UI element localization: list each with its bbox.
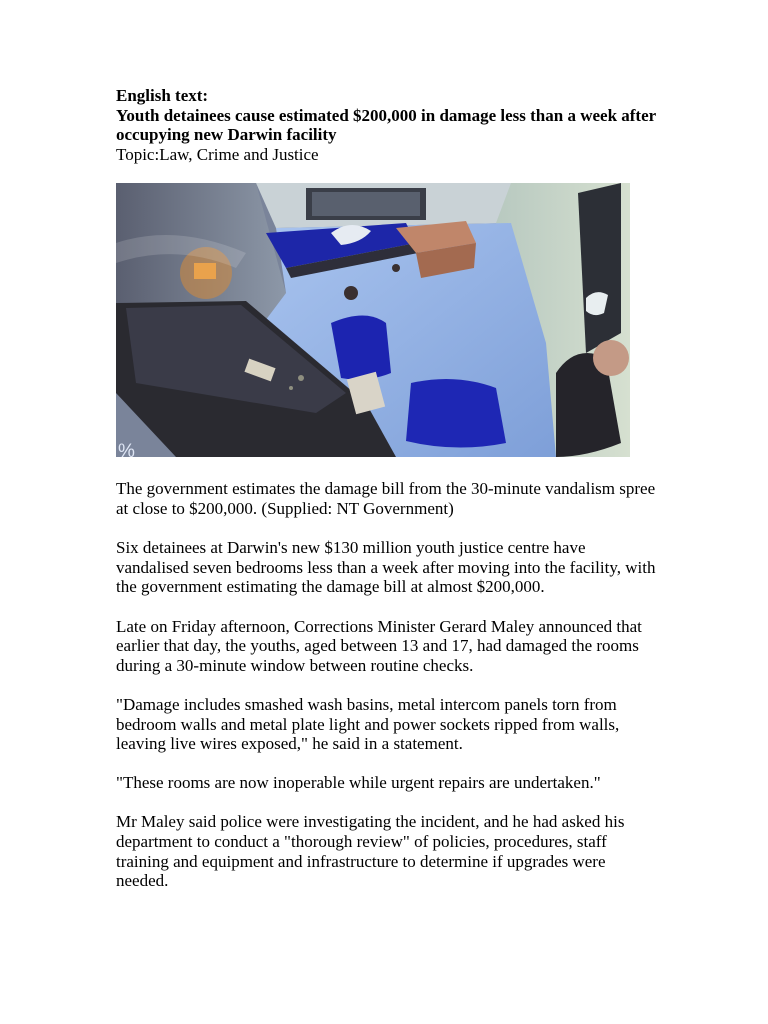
headline: Youth detainees cause estimated $200,000 in damage less than a week after occupying new Darwin facility <box>116 105 656 145</box>
cctv-photo-damaged-room <box>116 183 630 457</box>
paragraph: Late on Friday afternoon, Corrections Minister Gerard Maley announced that earlier that day, the youths, aged between 13 and 17, had damaged the rooms during a 30-minute window between routine checks. <box>116 616 642 675</box>
paragraph: Six detainees at Darwin's new $130 million youth justice centre have vandalised seven bedrooms less than a week after moving into the facility, with the government estimating the damage bill at almost $200,000. <box>116 538 656 597</box>
article <box>116 86 656 891</box>
room-image <box>116 183 630 457</box>
english-text-label: English text: <box>116 86 209 105</box>
paragraph: "Damage includes smashed wash basins, metal intercom panels torn from bedroom walls and metal plate light and power sockets ripped from walls, leaving live wires exposed," he said in a statement. <box>116 694 620 754</box>
paragraph: Mr Maley said police were investigating the incident, and he had asked his department to conduct a "thorough review" of policies, procedures, staff training and equipment and infrastructure to determine if upgrades were needed. <box>116 812 625 891</box>
paragraph: "These rooms are now inoperable while urgent repairs are undertaken." <box>116 773 601 793</box>
image-caption: The government estimates the damage bill from the 30-minute vandalism spree at close to $200,000. (Supplied: NT Government) <box>116 479 656 518</box>
topic-line: Topic:Law, Crime and Justice <box>116 144 319 164</box>
image-overlay-text: % <box>118 440 135 458</box>
